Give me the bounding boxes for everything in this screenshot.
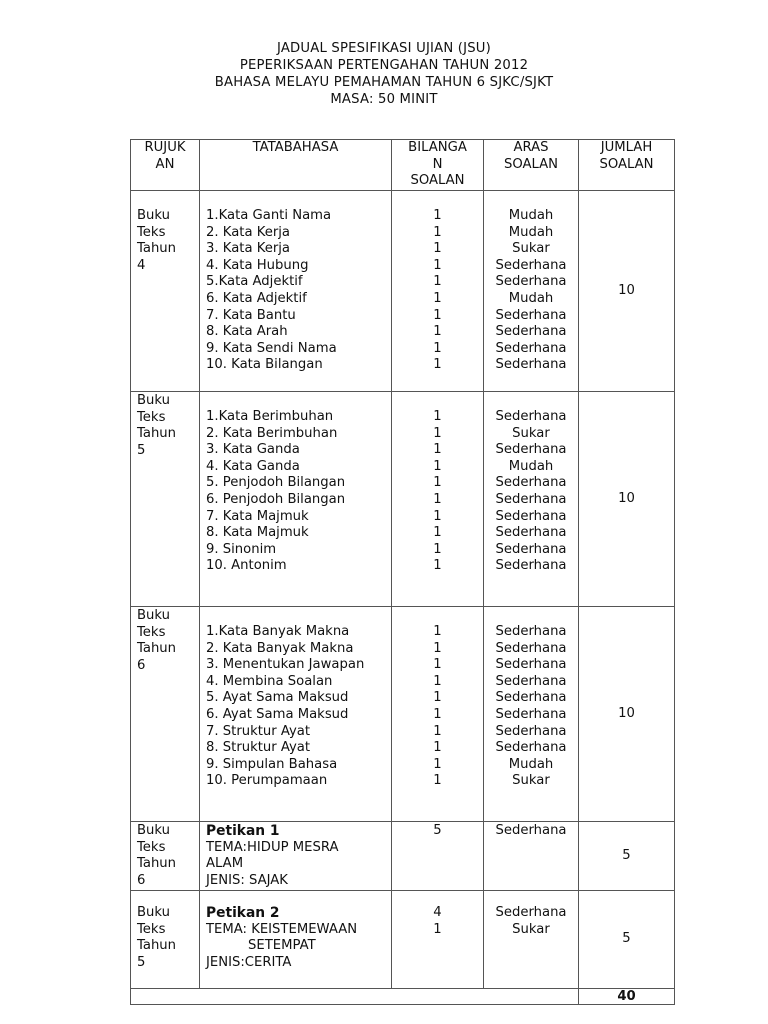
rujukan-cell-line: Buku: [137, 905, 170, 920]
total-spacer-cell: [131, 989, 579, 1005]
tatabahasa-cell-line: Petikan 2: [206, 905, 280, 921]
header-rujukan-line: AN: [155, 156, 175, 172]
tatabahasa-cell-line: TEMA:HIDUP MESRA: [206, 839, 339, 855]
bilangan-cell-line: 1: [433, 324, 442, 340]
tatabahasa-cell-line: 5. Penjodoh Bilangan: [206, 475, 346, 491]
jsu-table: [130, 139, 675, 1005]
aras-cell-line: Sederhana: [495, 525, 567, 541]
rujukan-cell-line: Teks: [137, 224, 166, 240]
tatabahasa-cell-line: 2. Kata Kerja: [206, 224, 290, 240]
aras-cell-line: Sukar: [512, 241, 550, 257]
header-row: [131, 140, 675, 191]
header-tatabahasa: [200, 140, 392, 191]
bilangan-cell-line: 1: [433, 756, 442, 772]
jumlah-cell: 10: [579, 607, 675, 822]
tatabahasa-cell-line: 1.Kata Ganti Nama: [206, 208, 332, 223]
tatabahasa-cell-line: 9. Kata Sendi Nama: [206, 340, 337, 356]
tatabahasa-cell: [200, 392, 392, 607]
table-row: [131, 191, 675, 392]
bilangan-cell-line: 1: [433, 740, 442, 756]
aras-cell-line: Sederhana: [495, 475, 567, 491]
aras-cell: [484, 392, 579, 607]
bilangan-cell-line: 1: [433, 475, 442, 491]
aras-cell-line: Sederhana: [495, 558, 567, 574]
aras-cell-line: Sederhana: [495, 905, 567, 920]
bilangan-cell-line: 1: [433, 491, 442, 507]
aras-cell-line: Sederhana: [495, 740, 567, 756]
tatabahasa-cell-line: 6. Penjodoh Bilangan: [206, 491, 346, 507]
tatabahasa-cell-line: 1.Kata Berimbuhan: [206, 409, 334, 424]
rujukan-cell-line: Teks: [137, 624, 166, 640]
tatabahasa-cell-line: 7. Struktur Ayat: [206, 723, 311, 739]
jumlah-cell: 5: [579, 891, 675, 989]
tatabahasa-cell-line: 4. Membina Soalan: [206, 673, 333, 689]
rujukan-cell-line: Buku: [137, 393, 170, 408]
bilangan-cell-line: 1: [433, 624, 442, 639]
bilangan-cell-line: 1: [433, 640, 442, 656]
tatabahasa-cell-line: 10. Perumpamaan: [206, 773, 328, 789]
aras-cell-line: Mudah: [508, 224, 554, 240]
aras-cell-line: Mudah: [508, 208, 554, 223]
bilangan-cell-line: 1: [433, 257, 442, 273]
tatabahasa-cell-line: Petikan 1: [206, 823, 280, 839]
bilangan-cell-line: 1: [433, 723, 442, 739]
bilangan-cell: [392, 191, 484, 392]
header-aras-line: SOALAN: [503, 156, 559, 172]
rujukan-cell-line: Teks: [137, 921, 166, 937]
rujukan-cell-line: Tahun: [137, 641, 177, 657]
tatabahasa-cell-line: TEMA: KEISTEMEWAAN: [206, 921, 358, 937]
header-rujukan: [131, 140, 200, 191]
header-rujukan-line: RUJUK: [144, 140, 186, 155]
aras-cell-line: Mudah: [508, 290, 554, 306]
tatabahasa-cell-line: 7. Kata Bantu: [206, 307, 296, 323]
bilangan-cell-line: 1: [433, 690, 442, 706]
bilangan-cell-line: 1: [433, 208, 442, 223]
header-jumlah-line: SOALAN: [599, 156, 654, 172]
rujukan-cell: [131, 191, 200, 392]
aras-cell: [484, 191, 579, 392]
aras-cell-line: Sederhana: [495, 723, 567, 739]
rujukan-cell-line: 4: [137, 257, 146, 273]
bilangan-cell-line: 1: [433, 357, 442, 373]
table-row: [131, 822, 675, 891]
bilangan-cell-line: 1: [433, 673, 442, 689]
tatabahasa-cell-line: 10. Antonim: [206, 558, 287, 574]
tatabahasa-cell: [200, 191, 392, 392]
title-line-4: MASA: 50 MINIT: [330, 92, 438, 107]
header-jumlah-line: JUMLAH: [600, 140, 653, 155]
rujukan-cell-line: Teks: [137, 839, 166, 855]
rujukan-cell-line: Tahun: [137, 938, 177, 954]
tatabahasa-cell-line: 1.Kata Banyak Makna: [206, 624, 350, 639]
title-line-1: JADUAL SPESIFIKASI UJIAN (JSU): [276, 41, 492, 56]
tatabahasa-cell-line: 10. Kata Bilangan: [206, 357, 323, 373]
bilangan-cell-line: 1: [433, 921, 442, 937]
bilangan-cell-line: 1: [433, 241, 442, 257]
bilangan-cell: [392, 392, 484, 607]
tatabahasa-cell-line: 6. Kata Adjektif: [206, 290, 307, 306]
header-bilangan-line: BILANGA: [408, 140, 467, 155]
aras-cell-line: Mudah: [508, 458, 554, 474]
rujukan-cell: [131, 822, 200, 891]
bilangan-cell-line: 1: [433, 307, 442, 323]
rujukan-cell: [131, 891, 200, 989]
bilangan-cell-line: 1: [433, 224, 442, 240]
bilangan-cell-line: 1: [433, 541, 442, 557]
total-cell: 40: [579, 989, 675, 1005]
aras-cell: [484, 607, 579, 822]
tatabahasa-cell-line: JENIS:CERITA: [206, 954, 292, 970]
aras-cell-line: Sederhana: [495, 706, 567, 722]
bilangan-cell-line: 1: [433, 274, 442, 290]
title-line-2: PEPERIKSAAN PERTENGAHAN TAHUN 2012: [239, 58, 529, 73]
aras-cell-line: Sederhana: [495, 673, 567, 689]
tatabahasa-cell-line: 9. Simpulan Bahasa: [206, 756, 338, 772]
bilangan-cell-line: 1: [433, 340, 442, 356]
tatabahasa-cell-line: 3. Kata Ganda: [206, 442, 300, 458]
tatabahasa-cell: [200, 891, 392, 989]
aras-cell-line: Sederhana: [495, 257, 567, 273]
aras-cell-line: Sederhana: [495, 409, 567, 424]
table-row: [131, 891, 675, 989]
aras-cell-line: Sederhana: [495, 624, 567, 639]
tatabahasa-cell-line: SETEMPAT: [248, 938, 316, 954]
header-aras-line: ARAS: [513, 140, 549, 155]
rujukan-cell-line: Buku: [137, 208, 170, 223]
rujukan-cell-line: Tahun: [137, 426, 177, 442]
aras-cell-line: Sederhana: [495, 508, 567, 524]
bilangan-cell: [392, 607, 484, 822]
aras-cell-line: Sederhana: [495, 657, 567, 673]
rujukan-cell-line: Buku: [137, 823, 170, 838]
bilangan-cell-line: 1: [433, 657, 442, 673]
aras-cell-line: Mudah: [508, 756, 554, 772]
aras-cell-line: Sederhana: [495, 324, 567, 340]
aras-cell-line: Sukar: [512, 921, 550, 937]
bilangan-cell-line: 1: [433, 458, 442, 474]
tatabahasa-cell-line: 3. Menentukan Jawapan: [206, 657, 365, 673]
tatabahasa-cell-line: 5.Kata Adjektif: [206, 274, 303, 290]
bilangan-cell-line: 1: [433, 290, 442, 306]
table-row: [131, 392, 675, 607]
rujukan-cell: [131, 392, 200, 607]
bilangan-cell-line: 4: [433, 905, 442, 920]
aras-cell-line: Sederhana: [495, 640, 567, 656]
tatabahasa-cell-line: 4. Kata Hubung: [206, 257, 309, 273]
rujukan-cell-line: 6: [137, 657, 146, 673]
bilangan-cell-line: 1: [433, 773, 442, 789]
bilangan-cell-line: 1: [433, 442, 442, 458]
table-row: [131, 607, 675, 822]
tatabahasa-cell: [200, 607, 392, 822]
bilangan-cell-line: 1: [433, 508, 442, 524]
title-line-3: BAHASA MELAYU PEMAHAMAN TAHUN 6 SJKC/SJKT: [214, 75, 554, 90]
aras-cell-line: Sederhana: [495, 823, 567, 838]
tatabahasa-cell-line: 8. Kata Arah: [206, 324, 288, 340]
rujukan-cell-line: 6: [137, 872, 146, 888]
aras-cell: [484, 822, 579, 891]
rujukan-cell-line: 5: [137, 954, 146, 970]
header-jumlah: [579, 140, 675, 191]
tatabahasa-cell-line: 6. Ayat Sama Maksud: [206, 706, 349, 722]
bilangan-cell: [392, 822, 484, 891]
rujukan-cell-line: Tahun: [137, 856, 177, 872]
aras-cell-line: Sederhana: [495, 274, 567, 290]
tatabahasa-cell-line: 5. Ayat Sama Maksud: [206, 690, 349, 706]
header-bilangan-line: N: [432, 156, 443, 172]
document-title: [0, 40, 768, 108]
rujukan-cell-line: 5: [137, 442, 146, 458]
header-aras: [484, 140, 579, 191]
tatabahasa-cell: [200, 822, 392, 891]
header-bilangan: [392, 140, 484, 191]
tatabahasa-cell-line: 7. Kata Majmuk: [206, 508, 309, 524]
aras-cell-line: Sukar: [512, 425, 550, 441]
aras-cell-line: Sederhana: [495, 541, 567, 557]
bilangan-cell-line: 1: [433, 558, 442, 574]
total-row: [131, 989, 675, 1005]
tatabahasa-cell-line: JENIS: SAJAK: [206, 872, 288, 888]
bilangan-cell-line: 5: [433, 823, 442, 838]
tatabahasa-cell-line: 2. Kata Banyak Makna: [206, 640, 354, 656]
aras-cell-line: Sederhana: [495, 357, 567, 373]
aras-cell-line: Sederhana: [495, 491, 567, 507]
bilangan-cell: [392, 891, 484, 989]
aras-cell-line: Sederhana: [495, 690, 567, 706]
tatabahasa-cell-line: 4. Kata Ganda: [206, 458, 300, 474]
tatabahasa-cell-line: 3. Kata Kerja: [206, 241, 290, 257]
tatabahasa-cell-line: 2. Kata Berimbuhan: [206, 425, 338, 441]
jumlah-cell: 10: [579, 191, 675, 392]
tatabahasa-cell-line: 8. Kata Majmuk: [206, 525, 309, 541]
aras-cell-line: Sederhana: [495, 442, 567, 458]
aras-cell-line: Sederhana: [495, 340, 567, 356]
header-tatabahasa-line: TATABAHASA: [252, 140, 339, 155]
tatabahasa-cell-line: 8. Struktur Ayat: [206, 740, 311, 756]
jumlah-cell: 5: [579, 822, 675, 891]
bilangan-cell-line: 1: [433, 425, 442, 441]
aras-cell-line: Sederhana: [495, 307, 567, 323]
aras-cell: [484, 891, 579, 989]
bilangan-cell-line: 1: [433, 525, 442, 541]
rujukan-cell: [131, 607, 200, 822]
rujukan-cell-line: Tahun: [137, 241, 177, 257]
tatabahasa-cell-line: 9. Sinonim: [206, 541, 277, 557]
jumlah-cell: 10: [579, 392, 675, 607]
tatabahasa-cell-line: ALAM: [206, 856, 244, 872]
bilangan-cell-line: 1: [433, 409, 442, 424]
rujukan-cell-line: Teks: [137, 409, 166, 425]
bilangan-cell-line: 1: [433, 706, 442, 722]
header-bilangan-line: SOALAN: [410, 173, 465, 189]
aras-cell-line: Sukar: [512, 773, 550, 789]
rujukan-cell-line: Buku: [137, 608, 170, 623]
